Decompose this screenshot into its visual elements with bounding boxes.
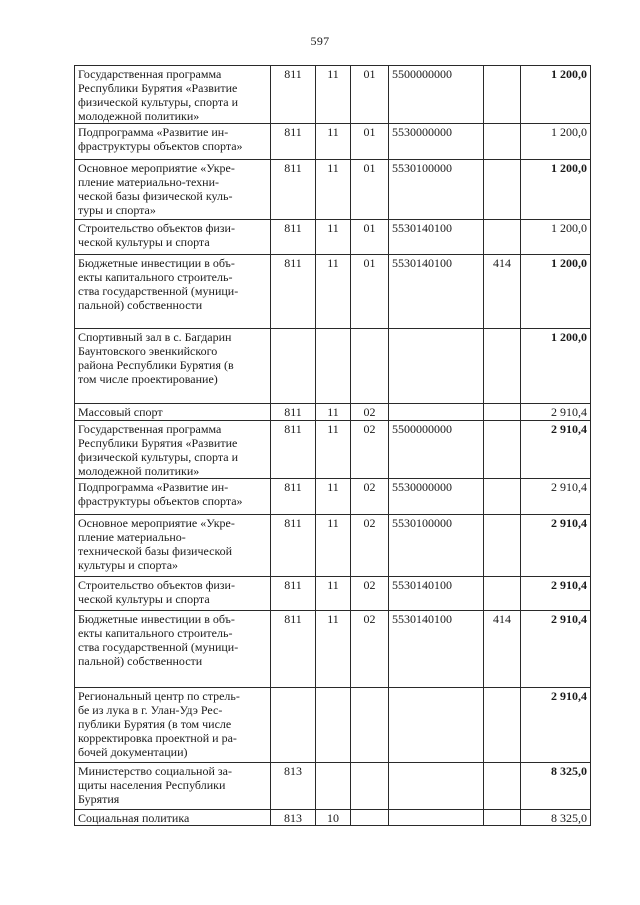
- cell-expense-type: 414: [484, 255, 521, 329]
- cell-expense-type: [484, 220, 521, 255]
- cell-ministry-code: 811: [271, 255, 316, 329]
- table-row: [75, 763, 591, 810]
- cell-amount: 8 325,0: [521, 810, 591, 826]
- cell-name: [75, 220, 271, 255]
- cell-expense-type: 414: [484, 611, 521, 688]
- cell-expense-type: [484, 763, 521, 810]
- table-body: [75, 66, 591, 826]
- cell-expense-type: [484, 404, 521, 421]
- table-row: [75, 577, 591, 611]
- cell-ministry-code: 811: [271, 577, 316, 611]
- table-row: [75, 421, 591, 479]
- cell-ministry-code: 811: [271, 404, 316, 421]
- item-name-text: Министерство социальной за- щиты населения Республики Бурятия: [78, 764, 232, 806]
- page-number: 597: [310, 34, 330, 48]
- cell-target-code: 5530140100: [389, 611, 484, 688]
- table-row: [75, 404, 591, 421]
- cell-subsection-code: 01: [351, 255, 389, 329]
- cell-section-code: 11: [316, 66, 351, 124]
- cell-expense-type: [484, 329, 521, 404]
- item-name-text: Бюджетные инвестиции в объ- екты капитального строитель- ства государственной (муници- пальной) собственности: [78, 612, 239, 668]
- cell-target-code: [389, 763, 484, 810]
- cell-section-code: 11: [316, 479, 351, 515]
- cell-amount: 2 910,4: [521, 577, 591, 611]
- cell-section-code: 11: [316, 577, 351, 611]
- cell-section-code: [316, 763, 351, 810]
- cell-amount: 1 200,0: [521, 160, 591, 220]
- cell-ministry-code: 811: [271, 611, 316, 688]
- cell-amount: 8 325,0: [521, 763, 591, 810]
- budget-table: [74, 65, 591, 826]
- cell-target-code: 5530000000: [389, 124, 484, 160]
- cell-name: [75, 688, 271, 763]
- cell-target-code: 5530100000: [389, 160, 484, 220]
- cell-subsection-code: 01: [351, 66, 389, 124]
- cell-subsection-code: 01: [351, 160, 389, 220]
- table-row: [75, 329, 591, 404]
- cell-amount: 1 200,0: [521, 255, 591, 329]
- cell-name: [75, 329, 271, 404]
- cell-ministry-code: 811: [271, 160, 316, 220]
- cell-expense-type: [484, 124, 521, 160]
- cell-subsection-code: 02: [351, 479, 389, 515]
- table-row: [75, 66, 591, 124]
- cell-section-code: [316, 329, 351, 404]
- item-name-text: Государственная программа Республики Бурятия «Развитие физической культуры, спорта и молодежной политики»: [78, 422, 239, 478]
- cell-expense-type: [484, 421, 521, 479]
- cell-section-code: 10: [316, 810, 351, 826]
- cell-expense-type: [484, 479, 521, 515]
- cell-section-code: 11: [316, 255, 351, 329]
- item-name-text: Строительство объектов физи- ческой культуры и спорта: [78, 578, 235, 606]
- cell-target-code: [389, 404, 484, 421]
- cell-subsection-code: [351, 810, 389, 826]
- cell-expense-type: [484, 577, 521, 611]
- cell-amount: 1 200,0: [521, 66, 591, 124]
- cell-ministry-code: 811: [271, 479, 316, 515]
- item-name-text: Строительство объектов физи- ческой культуры и спорта: [78, 221, 235, 249]
- cell-name: [75, 479, 271, 515]
- cell-name: [75, 66, 271, 124]
- cell-subsection-code: 02: [351, 611, 389, 688]
- cell-amount: 2 910,4: [521, 479, 591, 515]
- table-row: [75, 255, 591, 329]
- cell-amount: 2 910,4: [521, 688, 591, 763]
- item-name-text: Массовый спорт: [78, 405, 163, 419]
- cell-amount: 2 910,4: [521, 404, 591, 421]
- cell-ministry-code: 813: [271, 763, 316, 810]
- cell-subsection-code: [351, 688, 389, 763]
- item-name-text: Основное мероприятие «Укре- пление материально- технической базы физической культуры и спорта»: [78, 516, 235, 572]
- cell-target-code: 5530140100: [389, 255, 484, 329]
- cell-expense-type: [484, 66, 521, 124]
- cell-subsection-code: 02: [351, 515, 389, 577]
- table-row: [75, 124, 591, 160]
- cell-target-code: 5530000000: [389, 479, 484, 515]
- table-row: [75, 611, 591, 688]
- cell-amount: 1 200,0: [521, 329, 591, 404]
- cell-expense-type: [484, 688, 521, 763]
- cell-name: [75, 810, 271, 826]
- item-name-text: Региональный центр по стрель- бе из лука в г. Улан-Удэ Рес- публики Бурятия (в том числе корректировка проектной и ра- бочей документации): [78, 689, 240, 759]
- cell-section-code: [316, 688, 351, 763]
- cell-target-code: 5530140100: [389, 220, 484, 255]
- cell-target-code: 5530100000: [389, 515, 484, 577]
- item-name-text: Социальная политика: [78, 811, 190, 825]
- cell-ministry-code: [271, 329, 316, 404]
- item-name-text: Подпрограмма «Развитие ин- фраструктуры объектов спорта»: [78, 480, 243, 508]
- cell-section-code: 11: [316, 124, 351, 160]
- cell-target-code: [389, 688, 484, 763]
- cell-target-code: 5530140100: [389, 577, 484, 611]
- cell-ministry-code: [271, 688, 316, 763]
- table-row: [75, 515, 591, 577]
- cell-amount: 2 910,4: [521, 421, 591, 479]
- item-name-text: Государственная программа Республики Бурятия «Развитие физической культуры, спорта и молодежной политики»: [78, 67, 239, 123]
- cell-ministry-code: 811: [271, 124, 316, 160]
- cell-subsection-code: 01: [351, 220, 389, 255]
- cell-subsection-code: 02: [351, 577, 389, 611]
- cell-name: [75, 255, 271, 329]
- cell-section-code: 11: [316, 160, 351, 220]
- cell-subsection-code: [351, 329, 389, 404]
- cell-ministry-code: 811: [271, 515, 316, 577]
- table-row: [75, 810, 591, 826]
- cell-name: [75, 421, 271, 479]
- cell-ministry-code: 811: [271, 220, 316, 255]
- cell-target-code: 5500000000: [389, 421, 484, 479]
- cell-name: [75, 404, 271, 421]
- cell-amount: 2 910,4: [521, 611, 591, 688]
- item-name-text: Подпрограмма «Развитие ин- фраструктуры объектов спорта»: [78, 125, 243, 153]
- cell-name: [75, 611, 271, 688]
- cell-amount: 2 910,4: [521, 515, 591, 577]
- cell-name: [75, 515, 271, 577]
- cell-ministry-code: 811: [271, 66, 316, 124]
- cell-ministry-code: 813: [271, 810, 316, 826]
- cell-subsection-code: 02: [351, 421, 389, 479]
- cell-name: [75, 763, 271, 810]
- cell-subsection-code: 02: [351, 404, 389, 421]
- cell-target-code: [389, 810, 484, 826]
- cell-expense-type: [484, 810, 521, 826]
- item-name-text: Спортивный зал в с. Багдарин Баунтовского эвенкийского района Республики Бурятия (в том числе проектирование): [78, 330, 234, 386]
- cell-name: [75, 577, 271, 611]
- table-row: [75, 160, 591, 220]
- table-row: [75, 688, 591, 763]
- cell-subsection-code: [351, 763, 389, 810]
- cell-section-code: 11: [316, 404, 351, 421]
- cell-expense-type: [484, 515, 521, 577]
- cell-expense-type: [484, 160, 521, 220]
- cell-section-code: 11: [316, 515, 351, 577]
- cell-section-code: 11: [316, 421, 351, 479]
- cell-name: [75, 160, 271, 220]
- cell-ministry-code: 811: [271, 421, 316, 479]
- cell-section-code: 11: [316, 611, 351, 688]
- cell-target-code: 5500000000: [389, 66, 484, 124]
- cell-target-code: [389, 329, 484, 404]
- cell-amount: 1 200,0: [521, 124, 591, 160]
- item-name-text: Основное мероприятие «Укре- пление материально-техни- ческой базы физической куль- туры и спорта»: [78, 161, 235, 217]
- item-name-text: Бюджетные инвестиции в объ- екты капитального строитель- ства государственной (муници- пальной) собственности: [78, 256, 239, 312]
- cell-amount: 1 200,0: [521, 220, 591, 255]
- cell-section-code: 11: [316, 220, 351, 255]
- cell-name: [75, 124, 271, 160]
- cell-subsection-code: 01: [351, 124, 389, 160]
- table-row: [75, 479, 591, 515]
- table-row: [75, 220, 591, 255]
